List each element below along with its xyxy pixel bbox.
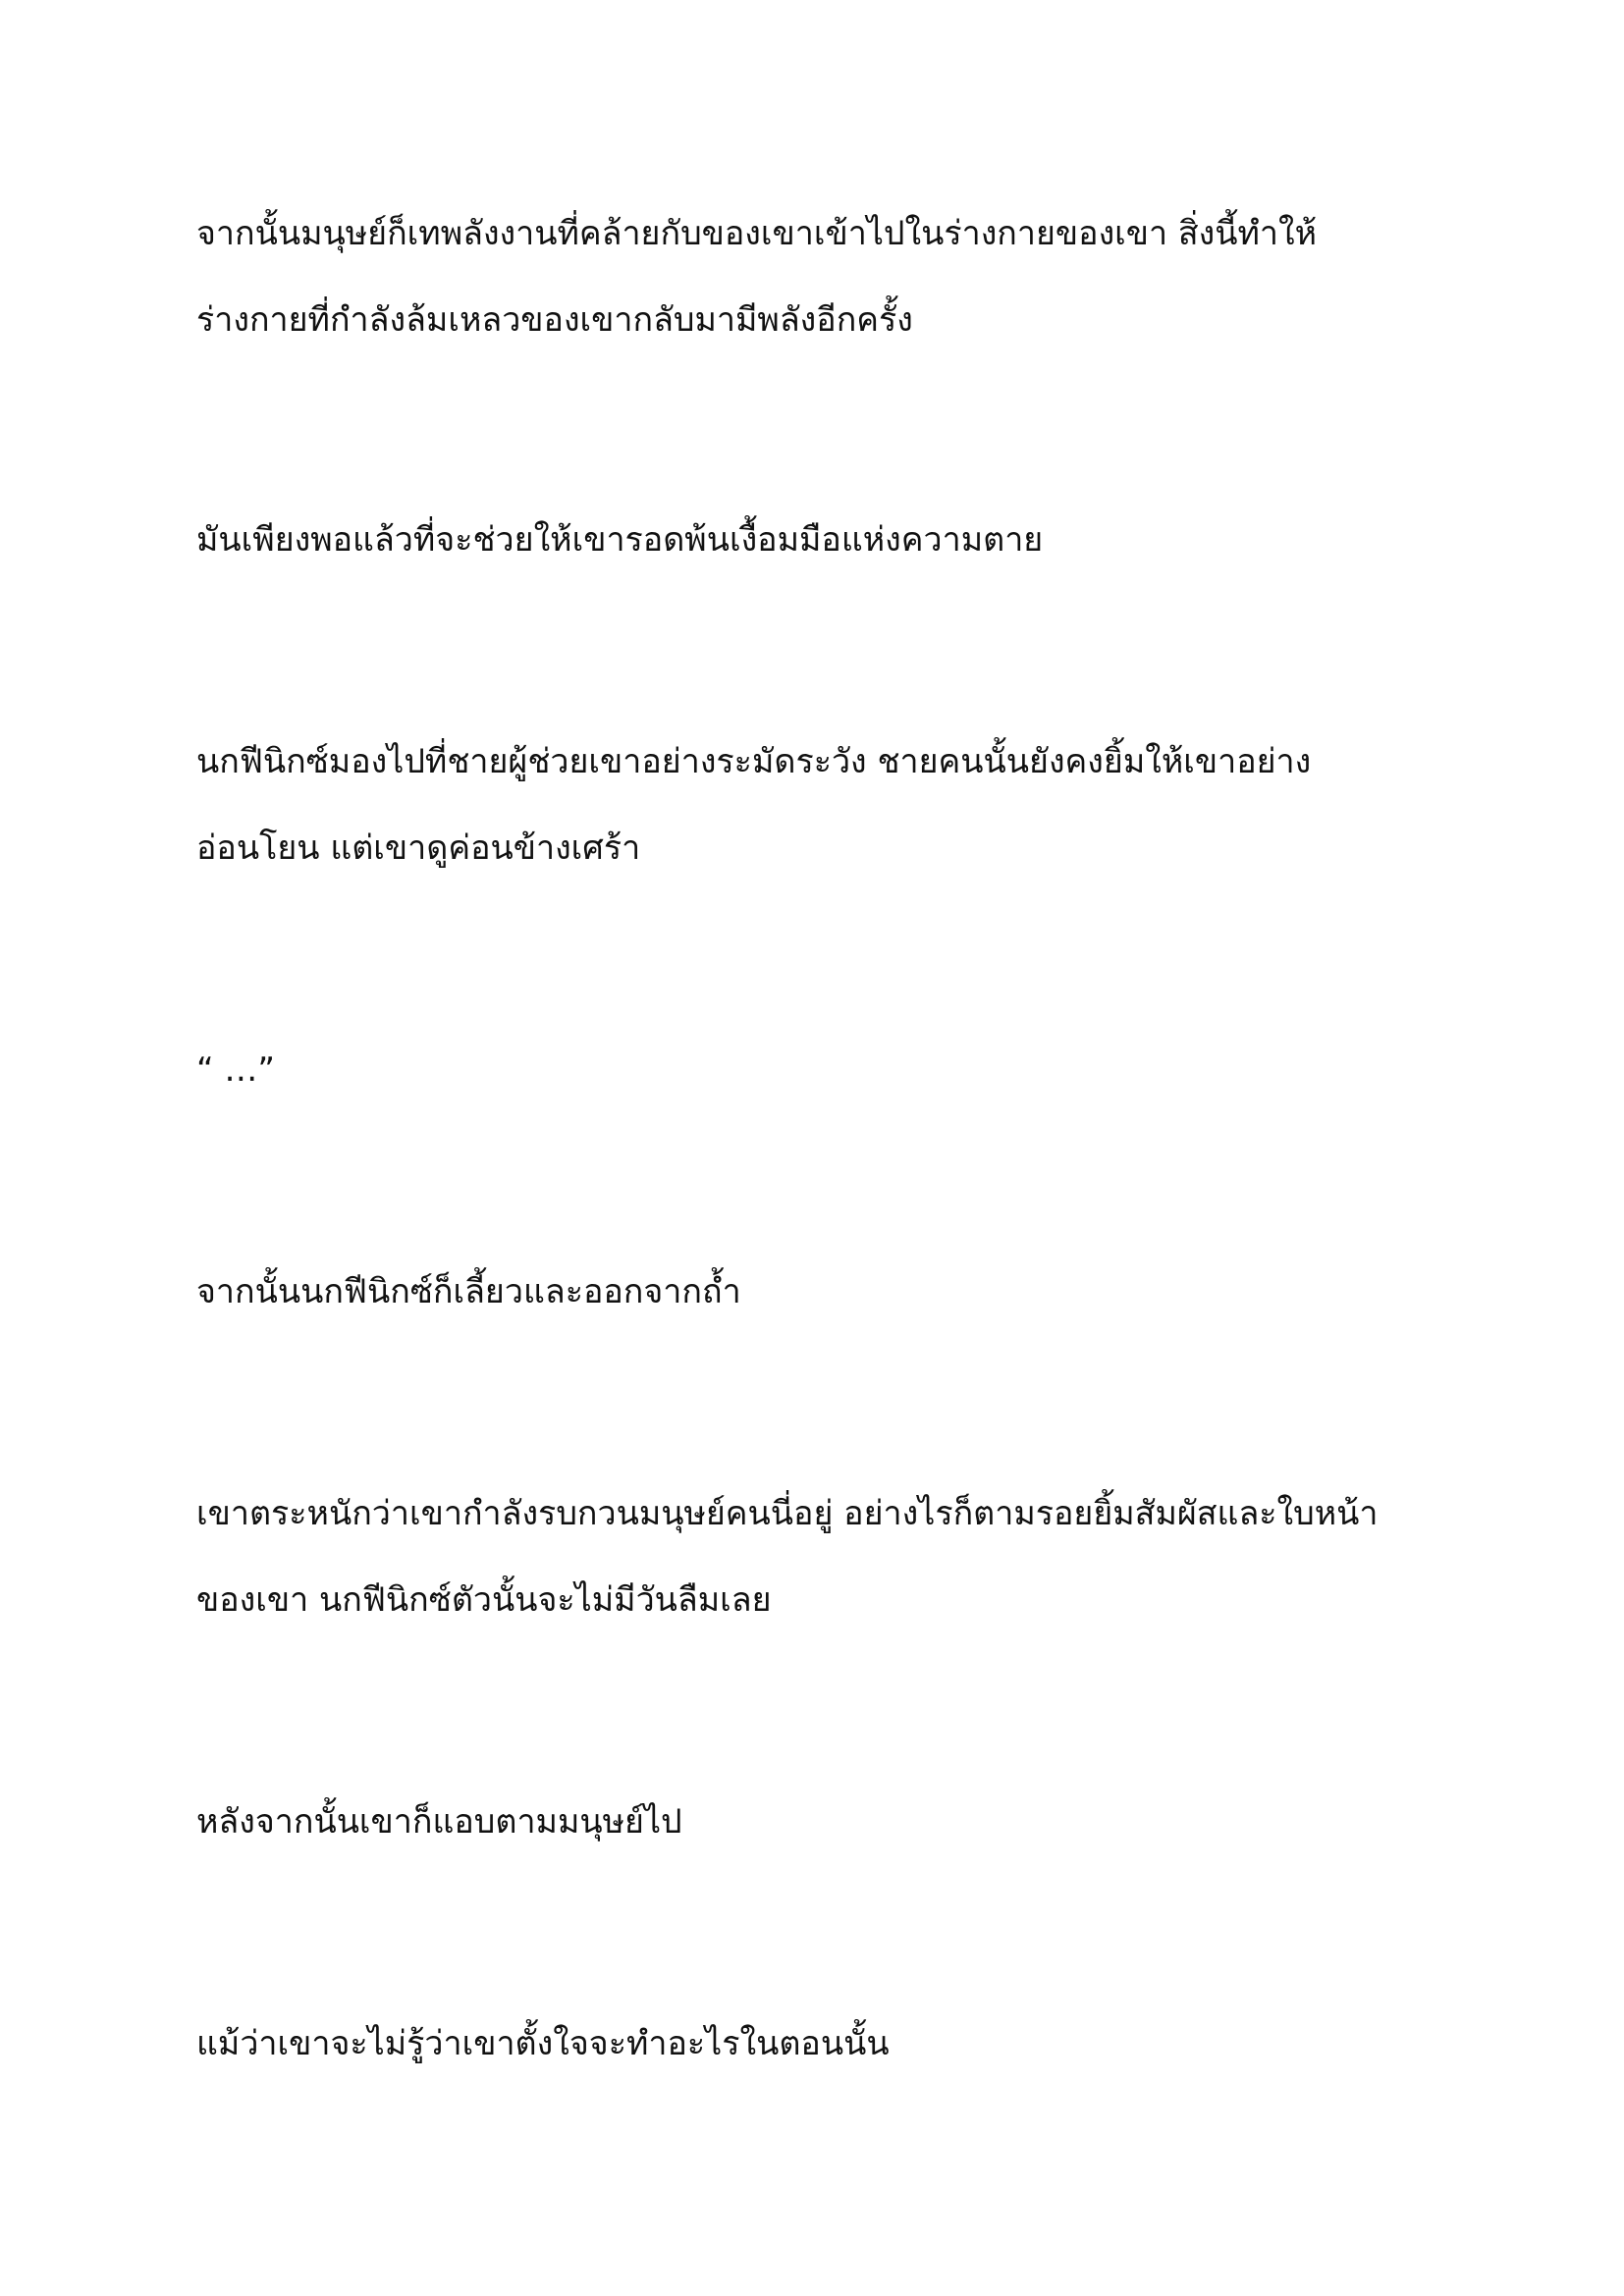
paragraph-line: เขาตระหนักว่าเขากำลังรบกวนมนุษย์คนนี่อยู่ อย่างไรก็ตามรอยยิ้มสัมผัสและใบหน้า <box>196 1494 1379 1533</box>
paragraph-2 <box>196 497 1453 583</box>
paragraph-line: หลังจากนั้นเขาก็แอบตามมนุษย์ไป <box>196 1802 682 1842</box>
paragraph-4 <box>196 1027 1453 1113</box>
paragraph-line: มันเพียงพอแล้วที่จะช่วยให้เขารอดพ้นเงื้อมมือแห่งความตาย <box>196 520 1044 560</box>
paragraph-3 <box>196 719 1453 891</box>
paragraph-5 <box>196 1249 1453 1335</box>
paragraph-7 <box>196 1779 1453 1865</box>
paragraph-6 <box>196 1470 1453 1643</box>
paragraph-line: จากนั้นนกฟีนิกซ์ก็เลี้ยวและออกจากถ้ำ <box>196 1272 741 1311</box>
paragraph-line: จากนั้นมนุษย์ก็เทพลังงานที่คล้ายกับของเขาเข้าไปในร่างกายของเขา สิ่งนี้ทำให้ <box>196 214 1318 253</box>
paragraph-1 <box>196 190 1453 363</box>
paragraph-line: “ …” <box>196 1050 276 1090</box>
paragraph-8 <box>196 2001 1453 2087</box>
paragraph-line: ของเขา นกฟีนิกซ์ตัวนั้นจะไม่มีวันลืมเลย <box>196 1580 772 1620</box>
paragraph-line: อ่อนโยน แต่เขาดูค่อนข้างเศร้า <box>196 828 641 868</box>
paragraph-line: ร่างกายที่กำลังล้มเหลวของเขากลับมามีพลังอีกครั้ง <box>196 300 913 340</box>
paragraph-line: แม้ว่าเขาจะไม่รู้ว่าเขาตั้งใจจะทำอะไรในตอนนั้น <box>196 2024 890 2063</box>
paragraph-line: นกฟีนิกซ์มองไปที่ชายผู้ช่วยเขาอย่างระมัดระวัง ชายคนนั้นยังคงยิ้มให้เขาอย่าง <box>196 742 1312 781</box>
